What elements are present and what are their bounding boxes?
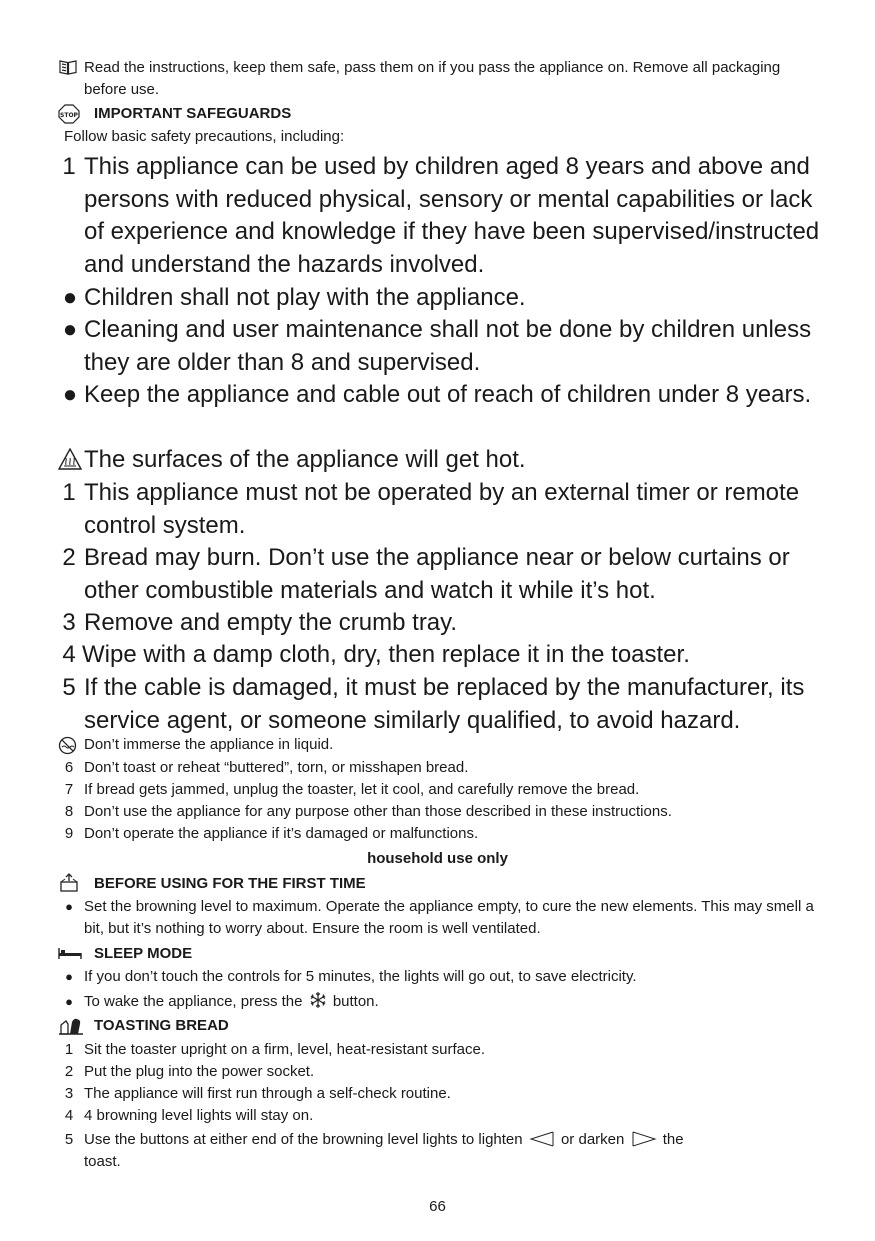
bullet-icon: ● bbox=[62, 381, 78, 408]
household-use-note: household use only bbox=[367, 850, 508, 867]
bullet-icon: ● bbox=[62, 316, 78, 343]
first-use-icon bbox=[58, 873, 80, 893]
lighten-arrow-icon bbox=[529, 1131, 555, 1147]
toast-icon bbox=[58, 1016, 80, 1035]
bullet-icon: ● bbox=[65, 969, 73, 984]
bullet-icon: ● bbox=[65, 899, 73, 914]
page-number: 66 bbox=[429, 1198, 446, 1215]
snowflake-icon bbox=[309, 991, 327, 1009]
book-icon bbox=[58, 59, 80, 76]
sleep-icon bbox=[58, 946, 80, 960]
stop-icon bbox=[58, 104, 80, 124]
bullet-icon: ● bbox=[62, 284, 78, 311]
no-immerse-icon bbox=[58, 736, 80, 755]
bullet-icon: ● bbox=[65, 994, 73, 1009]
hot-surface-warning-icon bbox=[58, 448, 82, 470]
instruction-page: Read the instructions, keep them safe, pass them on if you pass the appliance on. Remove all packaging before use. STOP IMPORTANT SAFEGUARDS Follow basic safety precautions, including: 1 This appliance can be used by children aged 8 years and above and persons with reduced physical, sensory or mental capabilities or lack of experience and knowledge if they have been supervised/instructed and understand the hazards involved. ● Children shall not play with the appliance. ● Cleaning and user maintenance shall not be done by children unless they are older than 8 and supervised. ● Keep the appliance and cable out of reach of children under 8 years. The surfaces of the appliance will get hot. 1 This appliance must not be operated by an external timer or remote control system. 2 Bread may burn. Don’t use the appliance near or below curtains or other combustible materials and watch it while it’s hot. 3 Remove and empty the crumb tray. 4 Wipe with a damp cloth, dry, then replace it in the toaster. 5 If the cable is damaged, it must be replaced by the manufacturer, its service agent, or someone similarly qualified, to avoid hazard. Don’t immerse the appliance in liquid. 6 Don’t toast or reheat “buttered”, torn, or misshapen bread. 7 If bread gets jammed, unplug the toaster, let it cool, and carefully remove the bread. 8 Don’t use the appliance for any purpose other than those described in these instructions. 9 Don’t operate the appliance if it’s damaged or malfunctions. household use only BEFORE USING FOR THE FIRST TIME ● Set the browning level to maximum. Operate the appliance empty, to cure the new elements. This may smell a bit, but it’s nothing to worry about. Ensure the room is well ventilated. SLEEP MODE ● If you don’t touch the controls for 5 minutes, the lights will go out, to save electricity. ● To wake the appliance, press the button. TOASTING BREAD 1 Sit the toaster upright on a firm, level, heat-resistant surface. 2 Put the plug into the power socket. 3 The appliance will first run through a self-check routine. 4 4 browning level lights will stay on. 5 Use the buttons at either end of the browning level lights to lighten or darken the toast. 66 bbox=[0, 0, 875, 1241]
darken-arrow-icon bbox=[631, 1131, 657, 1147]
svg-text:STOP: STOP bbox=[60, 112, 78, 119]
